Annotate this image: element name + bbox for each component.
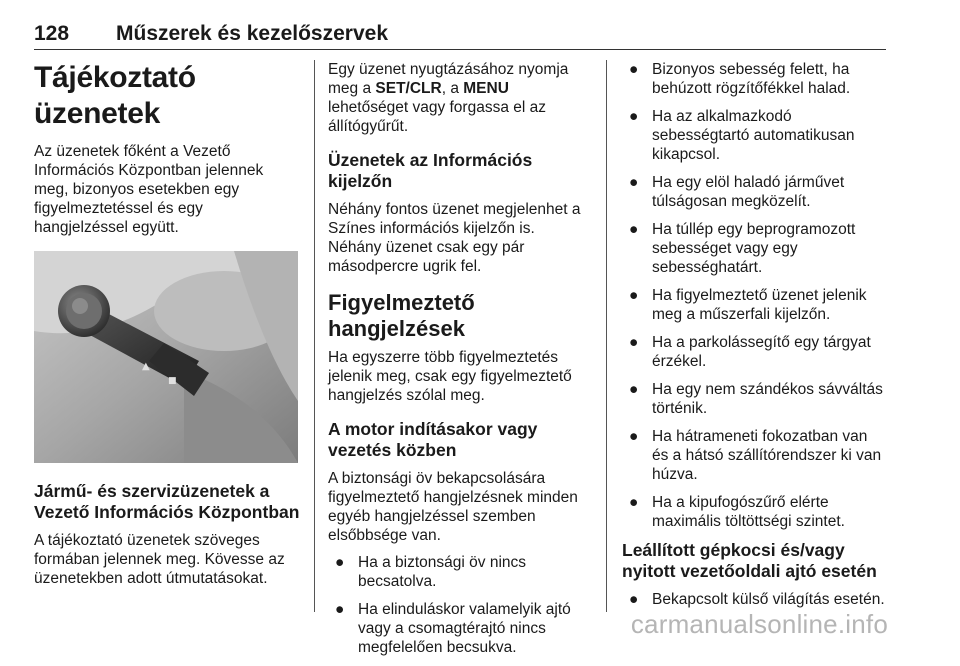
intro-paragraph: Az üzenetek főként a Vezető Információs Központban jelennek meg, bizonyos esetekben egy figyelmeztetéssel és egy hangjelzéssel együtt. — [34, 143, 264, 236]
list-item: ● Ha elinduláskor valamelyik ajtó vagy a csomagtérajtó nincs megfelelően becsukva. — [335, 601, 571, 656]
list-item: ● Ha egy elöl haladó járművet túlságosan megközelít. — [629, 174, 845, 210]
page-header — [34, 0, 886, 50]
column-middle — [328, 60, 592, 666]
heading-info-display: Üzenetek az Információs kijelzőn — [328, 150, 533, 191]
svg-text:▲: ▲ — [142, 361, 150, 372]
column-left — [34, 60, 300, 602]
list-item: ● Bekapcsolt külső világítás esetén. — [629, 591, 885, 608]
list-item: ● Bizonyos sebesség felett, ha behúzott rögzítőfékkel halad. — [629, 61, 851, 97]
heading-engine-start: A motor indításakor vagy vezetés közben — [328, 419, 538, 460]
list-item: ● Ha az alkalmazkodó sebességtartó automatikusan kikapcsol. — [629, 108, 855, 163]
list-item: ● Ha figyelmeztető üzenet jelenik meg a műszerfali kijelzőn. — [629, 287, 867, 323]
heading-warning-chimes: Figyelmeztető hangjelzések — [328, 290, 475, 341]
steering-stalk-photo — [34, 251, 298, 463]
parked-list — [622, 590, 888, 609]
engine-start-body: A biztonsági öv bekapcsolására figyelmeztető hangjelzésnek minden egyéb hangjelzéssel szemben elsőbbsége van. — [328, 470, 578, 544]
column-divider-2 — [606, 60, 607, 612]
menu-label: MENU — [463, 80, 509, 97]
list-item: ● Ha hátrameneti fokozatban van és a hátsó szállítórendszer ki van húzva. — [629, 428, 882, 483]
section-title: Tájékoztató üzenetek — [34, 61, 196, 130]
info-display-body: Néhány fontos üzenet megjelenhet a Színes információs kijelzőn is. Néhány üzenet csak egy pár másodpercre ugrik fel. — [328, 201, 581, 275]
column-divider-1 — [314, 60, 315, 612]
acknowledge-paragraph: Egy üzenet nyugtázásához nyomja meg a SET/CLR, a MENU lehetőséget vagy forgassa el az állítógyűrűt. — [328, 61, 569, 135]
running-title: Műszerek és kezelőszervek — [116, 22, 389, 45]
subheading-vehicle-messages: Jármű- és szervizüzenetek a Vezető Információs Központban — [34, 481, 300, 522]
set-clr-label: SET/CLR — [375, 80, 442, 97]
warning-chimes-body: Ha egyszerre több figyelmeztetés jelenik meg, csak egy figyelmeztető hangjelzés szólal meg. — [328, 349, 572, 404]
page-number: 128 — [34, 22, 70, 45]
svg-text:■: ■ — [168, 376, 177, 386]
engine-start-list — [328, 553, 592, 657]
list-item: ● Ha a kipufogószűrő elérte maximális töltöttségi szintet. — [629, 494, 845, 530]
list-item: ● Ha a biztonsági öv nincs becsatolva. — [335, 554, 527, 590]
watermark: carmanualsonline.info — [630, 609, 888, 639]
vehicle-messages-body: A tájékoztató üzenetek szöveges formában jelennek meg. Kövesse az üzenetekben adott útmutatásokat. — [34, 532, 285, 587]
heading-parked-vehicle: Leállított gépkocsi és/vagy nyitott vezetőoldali ajtó esetén — [622, 540, 877, 581]
list-item: ● Ha túllép egy beprogramozott sebességet vagy egy sebességhatárt. — [629, 221, 856, 276]
list-item: ● Ha a parkolássegítő egy tárgyat érzékel. — [629, 334, 871, 370]
list-item: ● Ha egy nem szándékos sávváltás történik. — [629, 381, 883, 417]
column-right — [622, 60, 888, 618]
conditions-list — [622, 60, 888, 531]
